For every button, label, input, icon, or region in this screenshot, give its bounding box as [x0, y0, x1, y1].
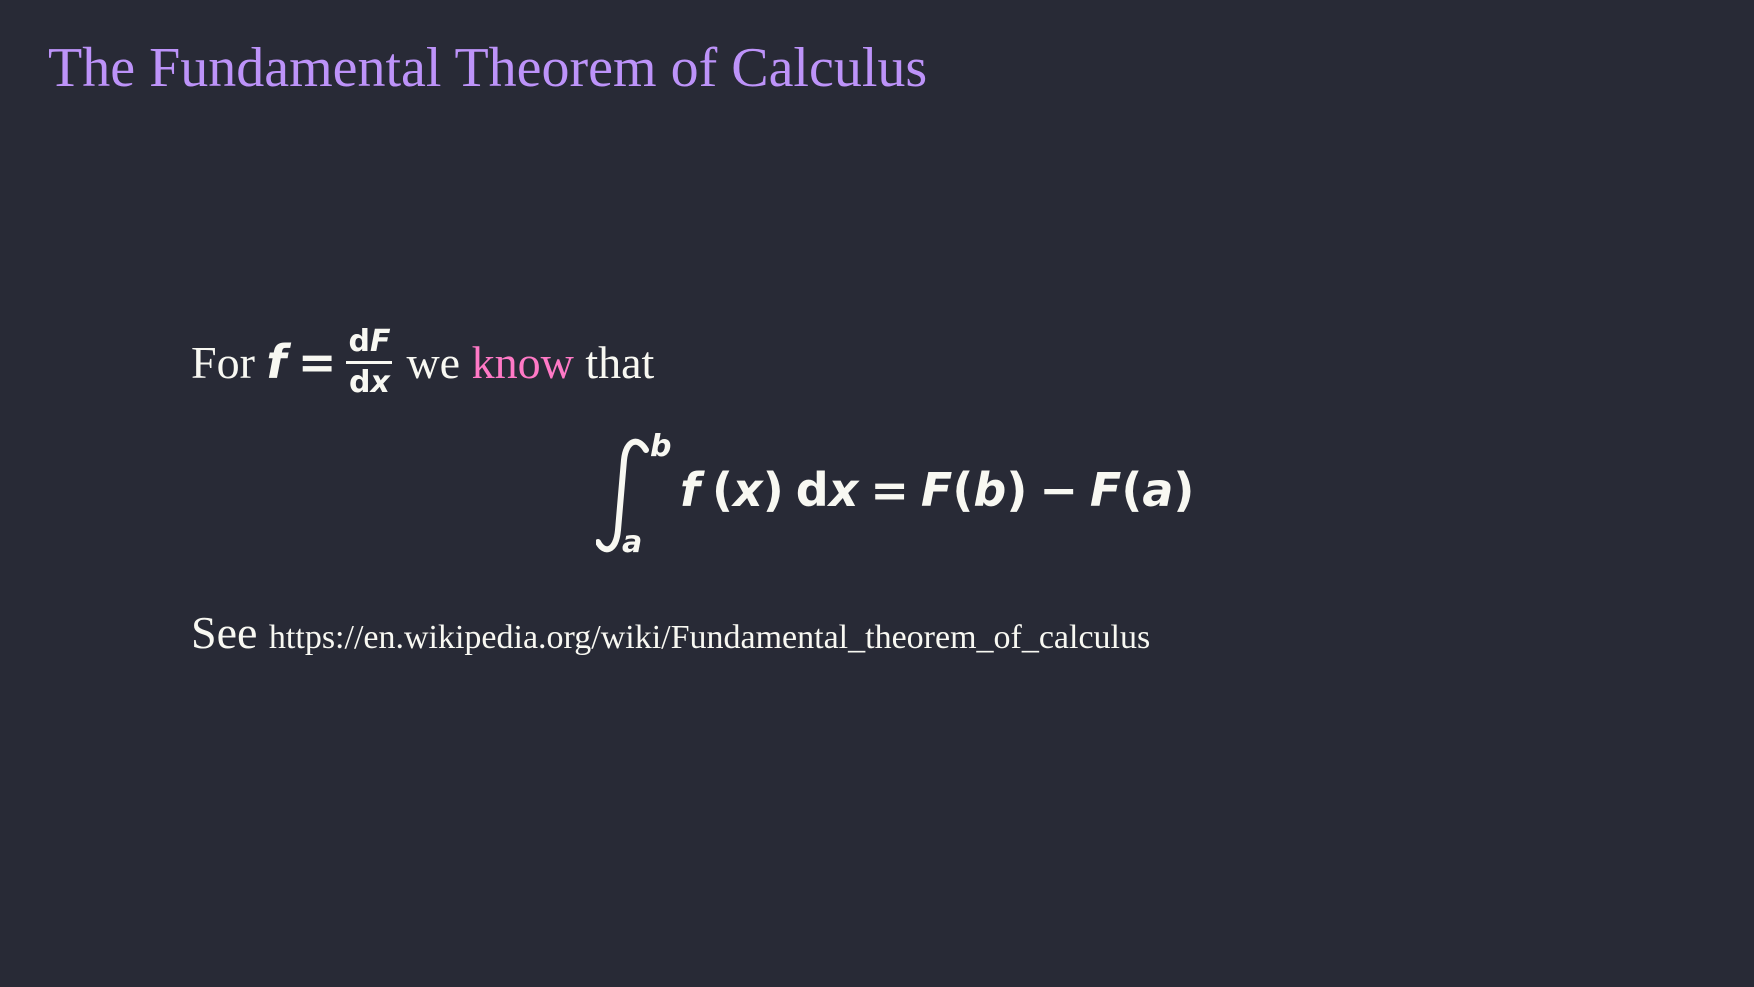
upper-limit: b [650, 429, 672, 464]
eq-minus: − [1039, 463, 1078, 517]
eq-rparen-1: ) [762, 463, 784, 517]
word-for: For [191, 336, 255, 388]
word-we: we [406, 336, 461, 388]
statement-line [191, 322, 654, 402]
slide-title: The Fundamental Theorem of Calculus [48, 37, 928, 99]
reference-line [191, 603, 1150, 668]
eq-x-1: x [733, 463, 763, 517]
math-equals: = [297, 335, 337, 389]
eq-rparen-2: ) [1006, 463, 1028, 517]
eq-lparen-3: ( [1121, 463, 1143, 517]
eq-f: f [680, 463, 701, 517]
fraction-numerator [346, 325, 392, 364]
word-know-highlight: know [471, 336, 574, 388]
ftc-equation [596, 430, 1196, 560]
eq-lparen-1: ( [712, 463, 734, 517]
wikipedia-link[interactable]: https://en.wikipedia.org/wiki/Fundamental_theorem_of_calculus [268, 619, 1151, 656]
eq-equals: = [870, 463, 909, 517]
eq-lparen-2: ( [952, 463, 974, 517]
integrand-expression [680, 460, 1194, 520]
eq-rparen-3: ) [1173, 463, 1195, 517]
fraction-denominator [347, 364, 392, 400]
denominator-x: x [370, 364, 390, 400]
fraction-dF-dx [346, 325, 392, 400]
numerator-d: d [348, 323, 370, 359]
eq-d: d [795, 463, 829, 517]
eq-x-2: x [828, 463, 859, 517]
word-see: See [191, 607, 258, 658]
numerator-F: F [369, 323, 391, 359]
denominator-d: d [349, 364, 371, 400]
lower-limit: a [622, 525, 643, 560]
eq-F-2: F [1089, 463, 1122, 517]
eq-b: b [973, 463, 1007, 517]
word-that: that [585, 336, 655, 388]
eq-a: a [1142, 463, 1174, 517]
eq-F-1: F [920, 463, 953, 517]
math-var-f: f [266, 335, 287, 389]
